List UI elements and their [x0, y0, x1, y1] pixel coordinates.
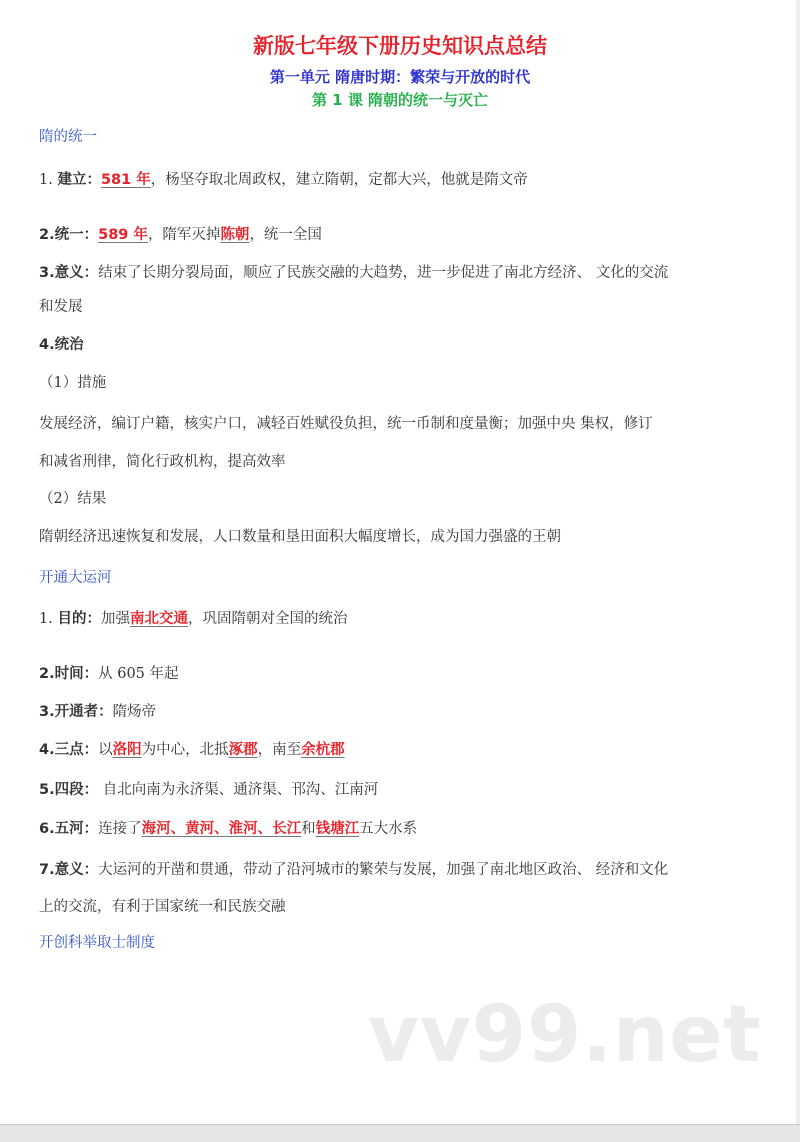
paragraph: [39, 225, 322, 245]
section-heading: [39, 933, 155, 953]
text-segment: 隋朝经济迅速恢复和发展，人口数量和垦田面积大幅度增长，成为国力强盛的王朝: [39, 529, 561, 545]
section-heading-text: 开创科举取士制度: [39, 935, 155, 951]
item-label: 2.统一：: [39, 227, 99, 243]
paragraph: [39, 297, 83, 317]
item-label: 4.统治: [39, 337, 84, 353]
paragraph: [39, 170, 528, 190]
paragraph: [39, 897, 286, 917]
paragraph: [39, 780, 378, 800]
paragraph: [39, 740, 345, 760]
text-segment: 上的交流，有利于国家统一和民族交融: [39, 899, 286, 915]
text-segment: 隋炀帝: [112, 704, 157, 720]
item-label: 2.时间：: [39, 666, 99, 682]
text-segment: 1.: [39, 611, 58, 627]
page-edge: [796, 0, 800, 1124]
paragraph: [39, 452, 286, 472]
text-segment: ，巩固隋朝对全国的统治: [187, 611, 348, 627]
paragraph: [39, 702, 156, 722]
text-segment: 结束了长期分裂局面，顺应了民族交融的大趋势，进一步促进了南北方经济、 文化的交流: [98, 265, 669, 281]
text-segment: 加强: [100, 611, 130, 627]
item-label: 6.五河：: [39, 821, 99, 837]
text-segment: 1.: [39, 172, 58, 188]
highlighted-keyword: 洛阳: [112, 742, 142, 758]
text-segment: ，隋军灭掉: [147, 227, 221, 243]
text-segment: 和: [301, 821, 316, 837]
section-heading: [39, 127, 97, 147]
item-label: 建立：: [57, 172, 101, 188]
paragraph: [39, 819, 417, 839]
text-segment: 和减省刑律，简化行政机构，提高效率: [39, 454, 286, 470]
text-segment: ，南至: [257, 742, 302, 758]
item-label: 5.四段：: [39, 782, 99, 798]
paragraph: [39, 489, 106, 509]
document-title: 新版七年级下册历史知识点总结: [253, 34, 547, 58]
paragraph: [39, 860, 668, 880]
section-heading: [39, 568, 112, 588]
text-segment: 从 605 年起: [98, 666, 179, 682]
text-segment: 和发展: [39, 299, 83, 315]
text-segment: 以: [98, 742, 113, 758]
text-segment: ，统一全国: [249, 227, 322, 243]
highlighted-keyword: 581 年: [100, 172, 151, 188]
paragraph: [39, 609, 347, 629]
item-label: 目的：: [57, 611, 101, 627]
text-segment: 发展经济，编订户籍，核实户口，减轻百姓赋役负担，统一币制和度量衡；加强中央 集权，修订: [39, 416, 653, 432]
paragraph: [39, 664, 179, 684]
paragraph: [39, 335, 84, 355]
highlighted-keyword: 陈朝: [220, 227, 250, 243]
paragraph: [39, 527, 561, 547]
text-segment: 自北向南为永济渠、通济渠、邗沟、江南河: [98, 782, 379, 798]
watermark: vv99.net: [368, 990, 762, 1080]
text-segment: 为中心，北抵: [141, 742, 229, 758]
highlighted-keyword: 余杭郡: [301, 742, 345, 758]
unit-heading: 第一单元 隋唐时期：繁荣与开放的时代: [269, 68, 531, 86]
text-segment: 五大水系: [359, 821, 418, 837]
highlighted-keyword: 钱塘江: [315, 821, 360, 837]
section-heading-text: 开通大运河: [39, 570, 112, 586]
paragraph: [39, 414, 653, 434]
item-label: 3.意义：: [39, 265, 99, 281]
text-segment: 连接了: [98, 821, 142, 837]
section-heading-text: 隋的统一: [39, 129, 97, 145]
text-segment: （2）结果: [39, 491, 107, 507]
highlighted-keyword: 南北交通: [129, 611, 188, 627]
highlighted-keyword: 涿郡: [228, 742, 258, 758]
paragraph: [39, 263, 668, 283]
item-label: 3.开通者：: [39, 704, 113, 720]
lesson-heading: 第 1 课 隋朝的统一与灭亡: [311, 91, 489, 109]
item-label: 7.意义：: [39, 862, 99, 878]
text-segment: ，杨坚夺取北周政权，建立隋朝，定都大兴，他就是隋文帝: [150, 172, 528, 188]
paragraph: [39, 373, 106, 393]
highlighted-keyword: 海河、黄河、淮河、长江: [141, 821, 302, 837]
highlighted-keyword: 589 年: [98, 227, 148, 243]
text-segment: （1）措施: [39, 375, 107, 391]
page-bottom-border: [0, 1124, 800, 1142]
text-segment: 大运河的开凿和贯通，带动了沿河城市的繁荣与发展，加强了南北地区政治、 经济和文化: [98, 862, 669, 878]
item-label: 4.三点：: [39, 742, 99, 758]
